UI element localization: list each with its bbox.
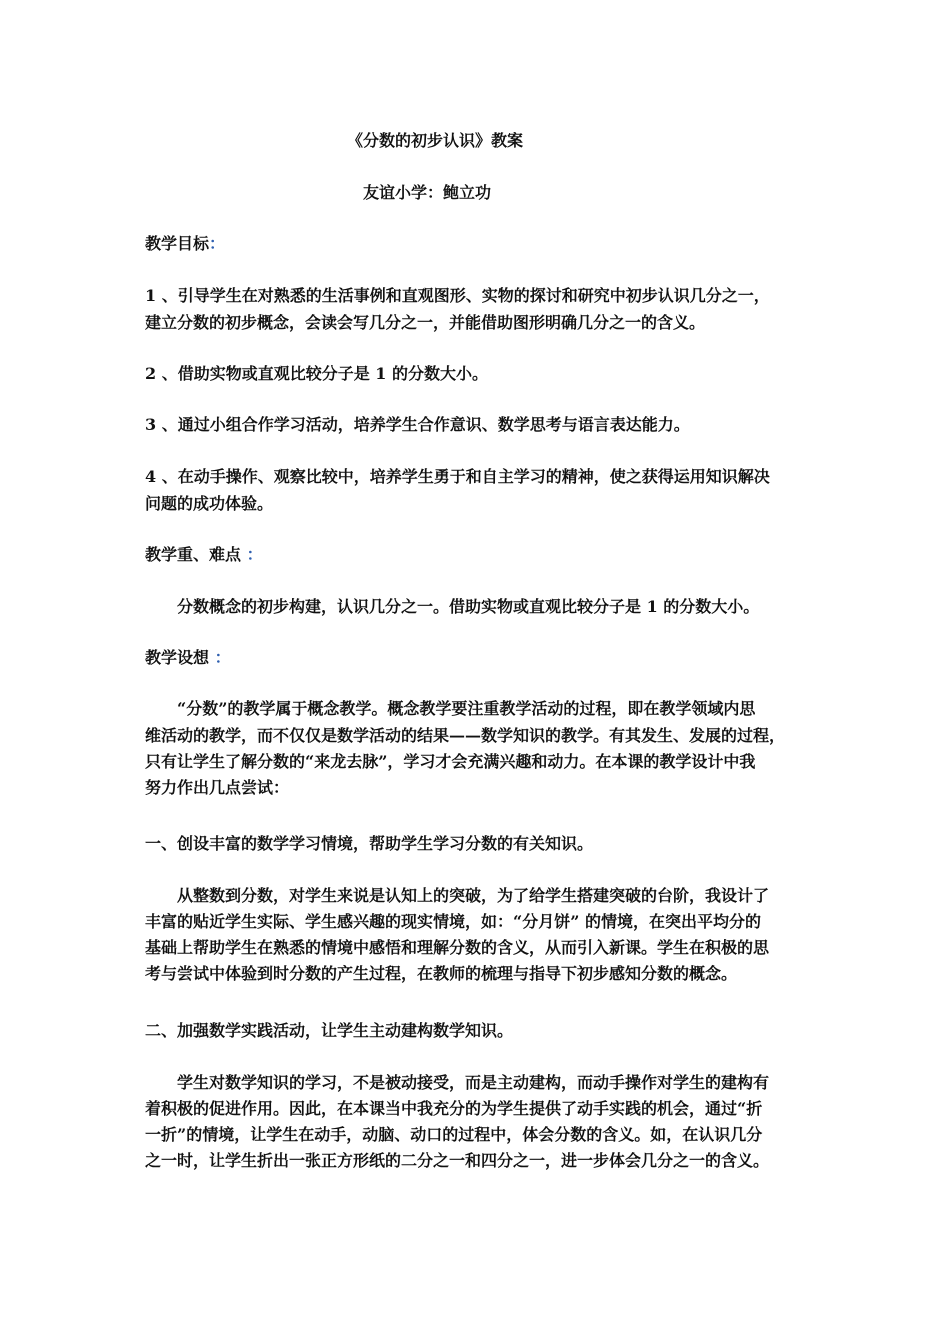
section-1-line-4: 考与尝试中体验到时分数的产生过程，在教师的梳理与指导下初步感知分数的概念。 [145,964,738,983]
design-line-4: 努力作出几点尝试： [145,778,290,797]
objectives-heading: 教学目标： [145,234,226,253]
section-1-line-1: 从整数到分数，对学生来说是认知上的突破，为了给学生搭建突破的台阶，我设计了 [177,886,770,905]
section-1-heading: 一、创设丰富的数学学习情境，帮助学生学习分数的有关知识。 [145,834,594,853]
section-2-heading: 二、加强数学实践活动，让学生主动建构数学知识。 [145,1021,514,1040]
document-title: 《分数的初步认识》教案 [347,131,524,150]
author-line: 友谊小学：鲍立功 [363,183,492,202]
design-heading: 教学设想 ： [145,648,231,667]
design-line-1: “分数”的教学属于概念教学。概念教学要注重教学活动的过程，即在教学领域内思 [177,699,756,718]
section-2-line-4: 之一时，让学生折出一张正方形纸的二分之一和四分之一，进一步体会几分之一的含义。 [145,1151,770,1170]
key-points-heading: 教学重、难点 ： [145,545,263,564]
objective-item-3: 3 、通过小组合作学习活动，培养学生合作意识、数学思考与语言表达能力。 [145,415,690,434]
design-line-2: 维活动的教学，而不仅仅是数学活动的结果——数学知识的教学。有其发生、发展的过程， [145,726,786,745]
objective-item-1-line-1: 1 、引导学生在对熟悉的生活事例和直观图形、实物的探讨和研究中初步认识几分之一， [145,286,770,305]
section-2-line-3: 一折”的情境，让学生在动手，动脑、动口的过程中，体会分数的含义。如，在认识几分 [145,1125,763,1144]
section-1-line-2: 丰富的贴近学生实际、学生感兴趣的现实情境，如：“分月饼” 的情境，在突出平均分的 [145,912,761,931]
objective-item-2: 2 、借助实物或直观比较分子是 1 的分数大小。 [145,364,488,383]
section-2-line-2: 着积极的促进作用。因此，在本课当中我充分的为学生提供了动手实践的机会，通过“折 [145,1099,763,1118]
objective-item-1-line-2: 建立分数的初步概念，会读会写几分之一，并能借助图形明确几分之一的含义。 [145,313,706,332]
design-line-3: 只有让学生了解分数的“来龙去脉”，学习才会充满兴趣和动力。在本课的教学设计中我 [145,752,756,771]
key-points-text: 分数概念的初步构建，认识几分之一。借助实物或直观比较分子是 1 的分数大小。 [177,597,760,616]
section-1-line-3: 基础上帮助学生在熟悉的情境中感悟和理解分数的含义，从而引入新课。学生在积极的思 [145,938,770,957]
objective-item-4-line-1: 4 、在动手操作、观察比较中，培养学生勇于和自主学习的精神，使之获得运用知识解决 [145,467,770,486]
objective-item-4-line-2: 问题的成功体验。 [145,494,274,513]
section-2-line-1: 学生对数学知识的学习，不是被动接受，而是主动建构，而动手操作对学生的建构有 [177,1073,770,1092]
